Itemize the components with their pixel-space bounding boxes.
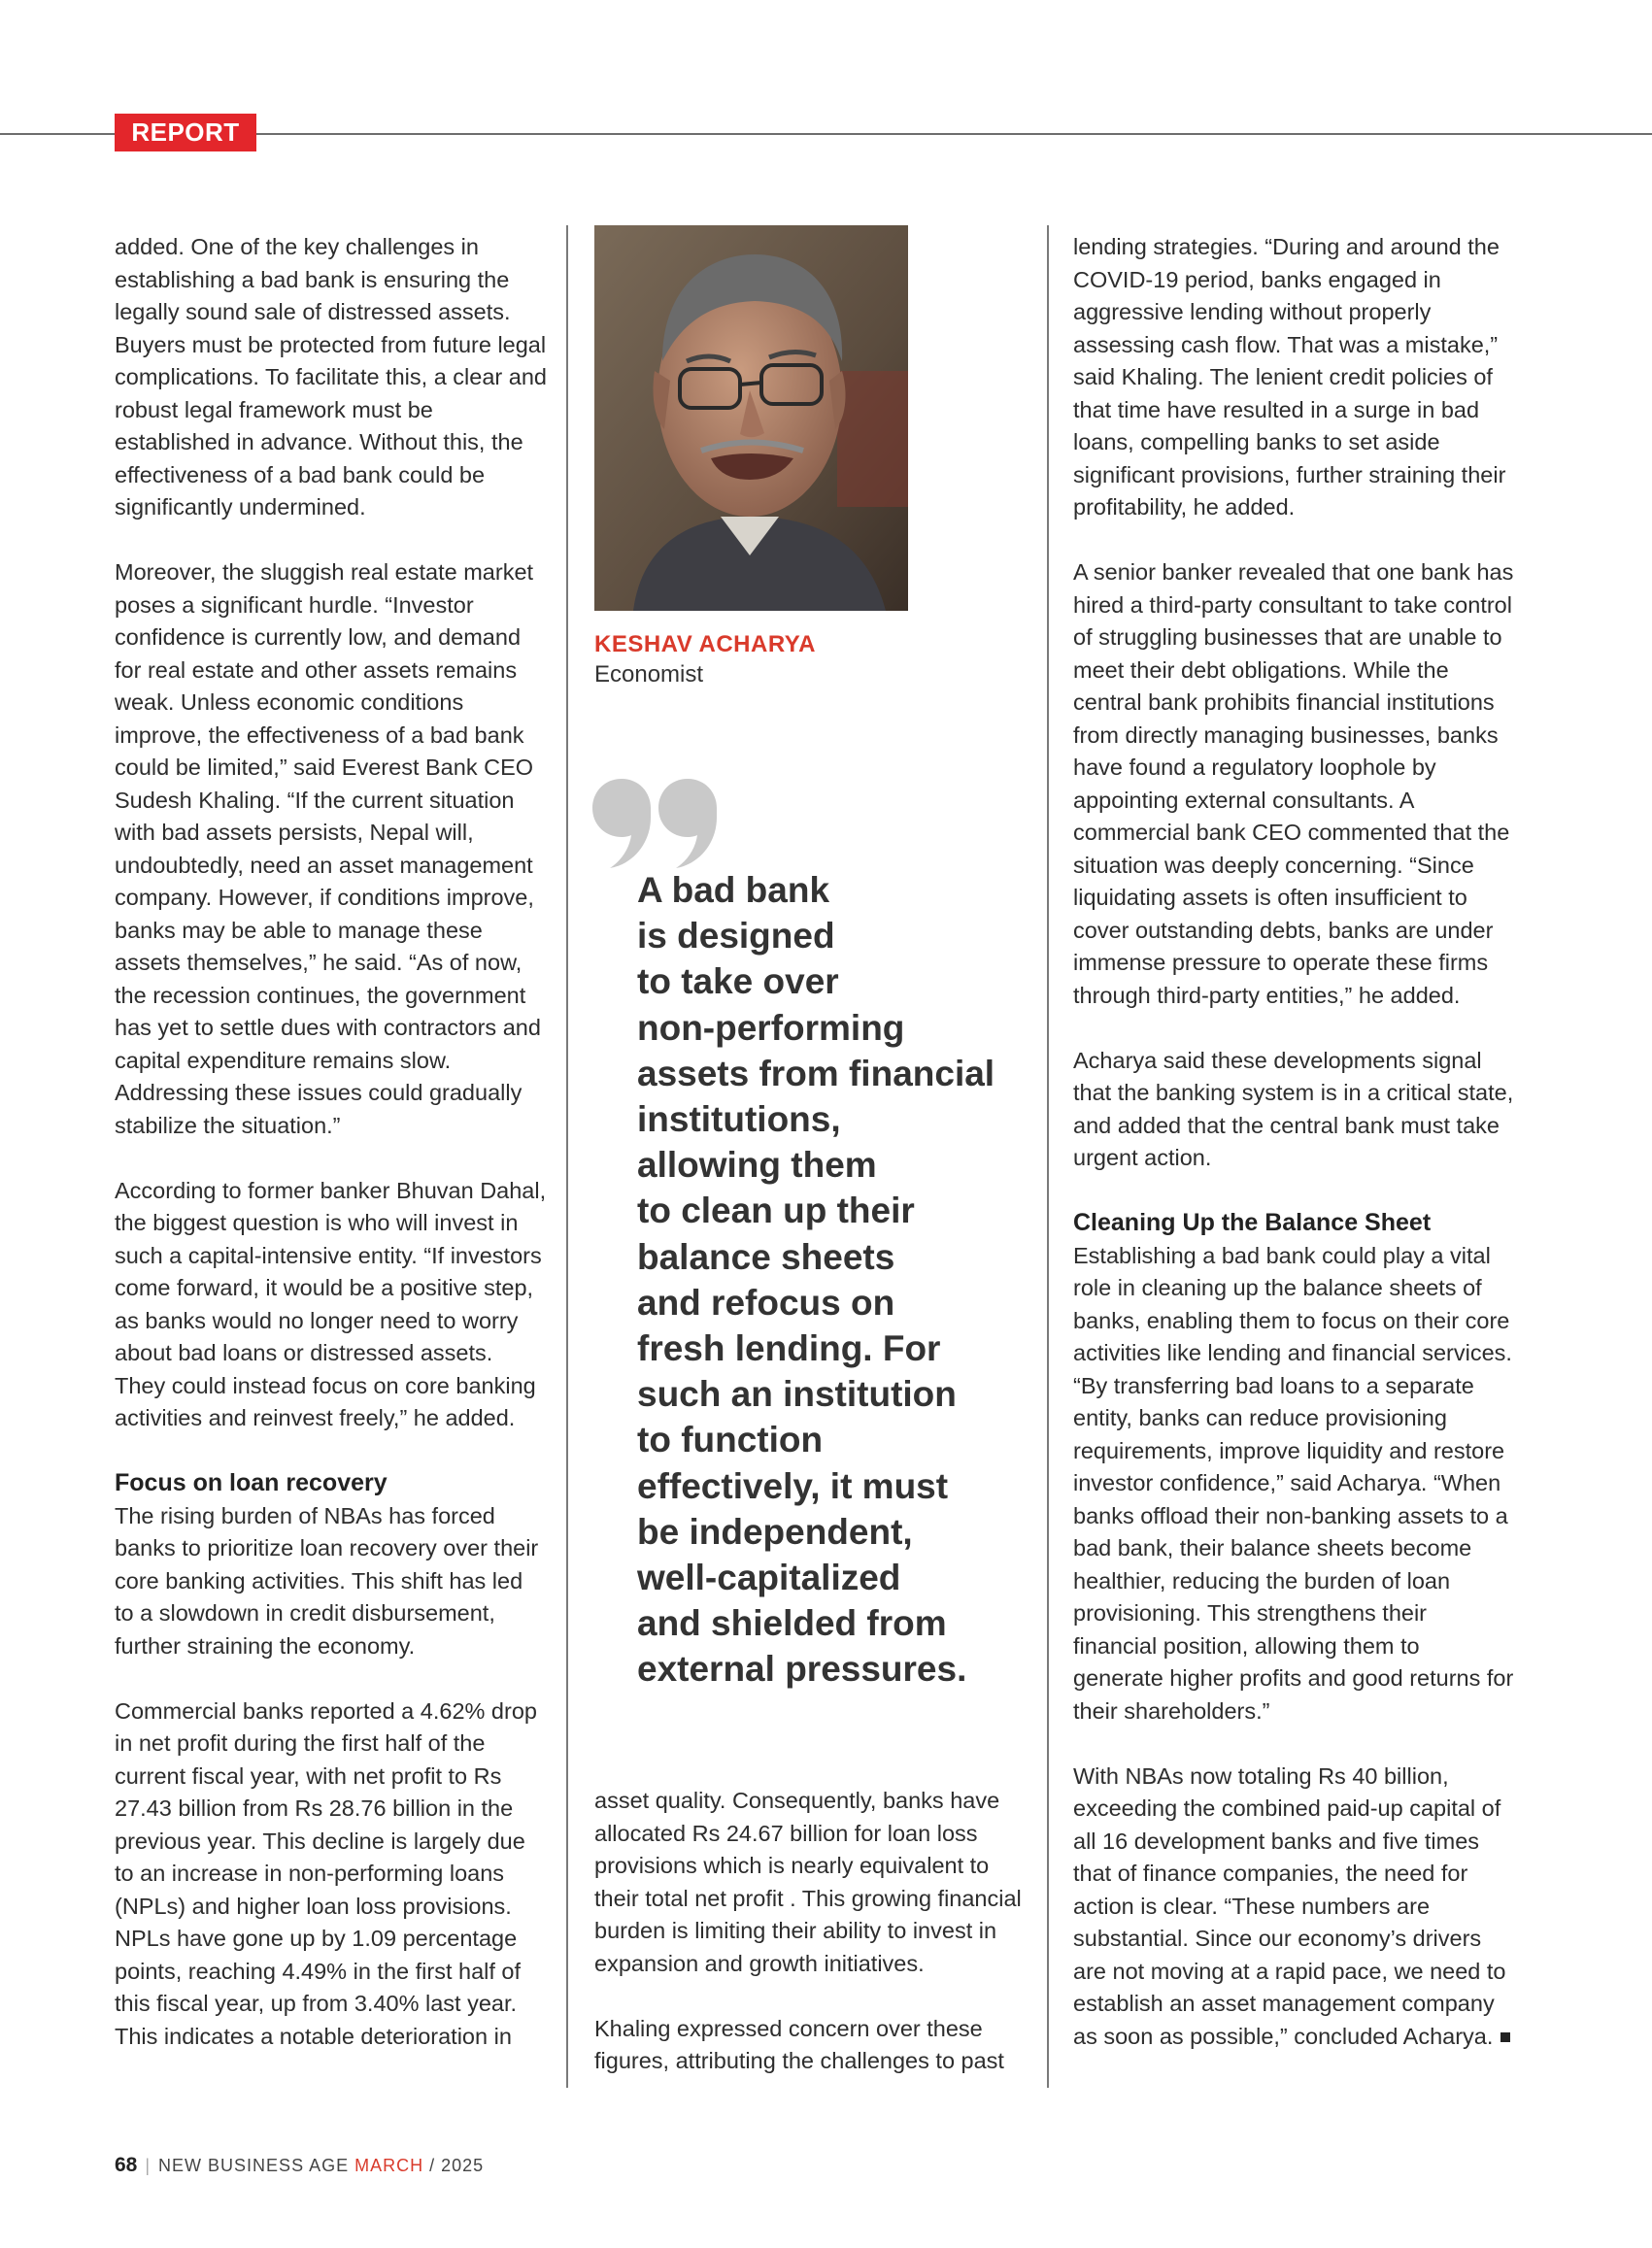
subheading: Cleaning Up the Balance Sheet — [1073, 1209, 1432, 1236]
paragraph: asset quality. Consequently, banks have allocated Rs 24.67 billion for loan loss provisions which is nearly equivalent to their total net profit . This growing financial burden is limiting their ability to invest in expansion and growth initiatives. — [594, 1788, 1022, 1976]
paragraph: lending strategies. “During and around the COVID-19 period, banks engaged in aggressive lending without properly assessing cash flow. That was a mistake,” said Khaling. The lenient credit policies of that time have resulted in a surge in bad loans, compelling banks to set aside significant provisions, further straining their profitability, he added. — [1073, 234, 1506, 520]
pull-quote-line: to take over — [637, 961, 839, 1002]
column-middle — [594, 1785, 1022, 2110]
column-divider — [566, 225, 568, 2088]
end-mark-icon — [1500, 2032, 1510, 2042]
paragraph — [1073, 1761, 1515, 2054]
magazine-name: NEW BUSINESS AGE — [158, 2156, 350, 2175]
pull-quote-line: and shielded from — [637, 1603, 947, 1644]
paragraph: A senior banker revealed that one bank has hired a third-party consultant to take control of struggling businesses that are unable to meet their debt obligations. While the central bank prohibits financial institutions from directly managing businesses, banks have found a regulatory loophole by appointing external consultants. A commercial bank CEO commented that the situation was deeply concerning. “Since liquidating assets is often insufficient to cover outstanding debts, banks are under immense pressure to operate these firms through third-party entities,” he added. — [1073, 559, 1514, 1008]
quotation-mark-icon — [592, 779, 717, 870]
subheading: Focus on loan recovery — [115, 1469, 388, 1496]
portrait-photo — [594, 225, 908, 611]
pull-quote-line: and refocus on — [637, 1282, 895, 1323]
paragraph-text: With NBAs now totaling Rs 40 billion, exceeding the combined paid-up capital of all 16 development banks and five times that of finance companies, the need for action is clear. “These numbers are substantial. Since our economy’s drivers are not moving at a rapid pace, we need to establish an asset management company as soon as possible,” concluded Acharya. — [1073, 1762, 1506, 2049]
page-footer — [115, 2154, 484, 2177]
column-right — [1073, 231, 1515, 2053]
section-tag: REPORT — [115, 114, 256, 151]
pull-quote-line: effectively, it must — [637, 1465, 949, 1506]
pull-quote-line: A bad bank — [637, 870, 830, 910]
paragraph: Khaling expressed concern over these figures, attributing the challenges to past — [594, 2015, 1004, 2073]
pull-quote-line: institutions, — [637, 1099, 841, 1140]
paragraph: Commercial banks reported a 4.62% drop in net profit during the first half of the current fiscal year, with net profit to Rs 27.43 billion from Rs 28.76 billion in the previous year. This decline is largely due to an increase in non-performing loans (NPLs) and higher loan loss provisions. NPLs have gone up by 1.09 percentage points, reaching 4.49% in the first half of this fiscal year, up from 3.40% last year. This indicates a notable deterioration in — [115, 1697, 537, 2049]
paragraph: The rising burden of NBAs has forced banks to prioritize loan recovery over their core banking activities. This shift has led to a slowdown in credit disbursement, further straining the economy. — [115, 1502, 539, 1659]
pull-quote-line: well-capitalized — [637, 1558, 901, 1598]
page-number: 68 — [115, 2154, 138, 2176]
year-separator: / — [423, 2156, 442, 2175]
photo-caption-name: KESHAV ACHARYA — [594, 631, 816, 657]
footer-separator: | — [145, 2156, 152, 2175]
column-divider — [1047, 225, 1049, 2088]
pull-quote-line: non-performing — [637, 1007, 905, 1048]
paragraph: Moreover, the sluggish real estate market poses a significant hurdle. “Investor confidence is currently low, and demand for real estate and other assets remains weak. Unless economic conditions improve, the effectiveness of a bad bank could be limited,” said Everest Bank CEO Sudesh Khaling. “If the current situation with bad assets persists, Nepal will, undoubtedly, need an asset management company. However, if conditions improve, banks may be able to manage these assets themselves,” he said. “As of now, the recession continues, the government has yet to settle dues with contractors and capital expenditure remains slow. Addressing these issues could gradually stabilize the situation.” — [115, 559, 541, 1138]
pull-quote-line: is designed — [637, 916, 835, 956]
pull-quote-line: to function — [637, 1420, 824, 1460]
pull-quote-line: to clean up their — [637, 1191, 915, 1231]
photo-caption-role: Economist — [594, 661, 704, 688]
paragraph: Establishing a bad bank could play a vital role in cleaning up the balance sheets of banks, enabling them to focus on their core activities like lending and financial services. “By transferring bad loans to a separate entity, banks can reduce provisioning requirements, improve liquidity and restore investor confidence,” said Acharya. “When banks offload their non-banking assets to a bad bank, their balance sheets become healthier, reducing the burden of loan provisioning. This strengthens their financial position, allowing them to generate higher profits and good returns for their shareholders.” — [1073, 1242, 1514, 1724]
pull-quote-line: balance sheets — [637, 1236, 895, 1277]
paragraph: According to former banker Bhuvan Dahal, the biggest question is who will invest in such a capital-intensive entity. “If investors come forward, it would be a positive step, as banks would no longer need to worry about bad loans or distressed assets. They could instead focus on core banking activities and reinvest freely,” he added. — [115, 1177, 547, 1430]
pull-quote-line: assets from financial — [637, 1053, 995, 1093]
paragraph: Acharya said these developments signal that the banking system is in a critical state, and added that the central bank must take urgent action. — [1073, 1047, 1514, 1170]
issue-month: MARCH — [354, 2156, 424, 2175]
issue-year: 2025 — [441, 2156, 485, 2175]
pull-quote-line: be independent, — [637, 1511, 913, 1552]
pull-quote — [637, 867, 1026, 1693]
pull-quote-line: such an institution — [637, 1374, 957, 1415]
column-left — [115, 231, 547, 2086]
pull-quote-line: external pressures. — [637, 1649, 967, 1690]
pull-quote-line: allowing them — [637, 1145, 877, 1186]
pull-quote-line: fresh lending. For — [637, 1328, 941, 1369]
paragraph: added. One of the key challenges in establishing a bad bank is ensuring the legally sound sale of distressed assets. Buyers must be protected from future legal complications. To facilitate this, a clear and robust legal framework must be established in advance. Without this, the effectiveness of a bad bank could be significantly undermined. — [115, 234, 547, 520]
